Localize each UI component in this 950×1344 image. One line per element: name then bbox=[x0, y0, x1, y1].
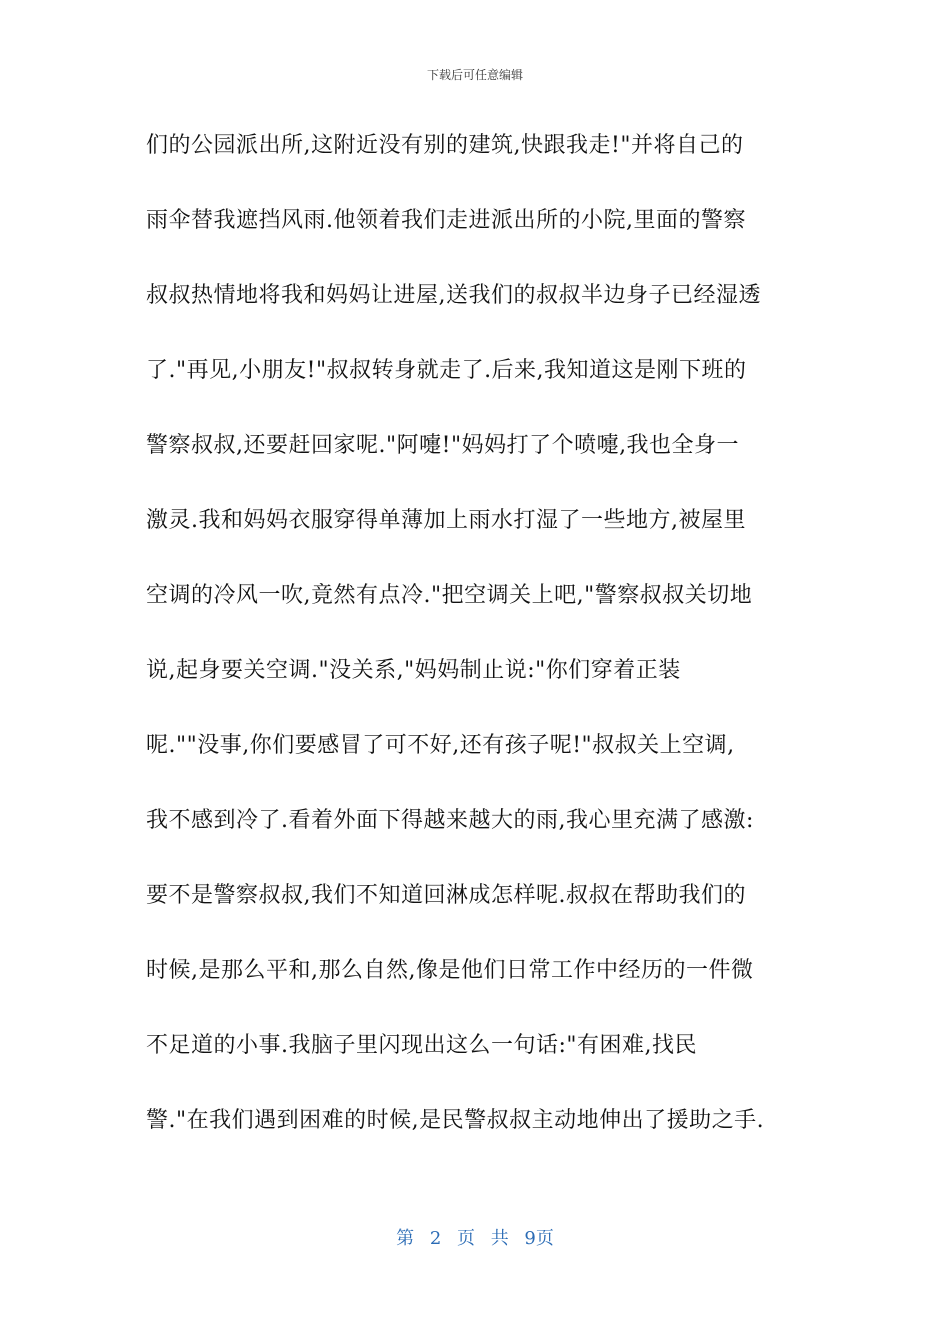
text-line-8: 说,起身要关空调."没关系,"妈妈制止说:"你们穿着正装 bbox=[146, 658, 681, 683]
text-line-4: 了."再见,小朋友!"叔叔转身就走了.后来,我知道这是刚下班的 bbox=[146, 358, 747, 383]
text-line-2: 雨伞替我遮挡风雨.他领着我们走进派出所的小院,里面的警察 bbox=[146, 208, 746, 233]
text-line-7: 空调的冷风一吹,竟然有点冷."把空调关上吧,"警察叔叔关切地 bbox=[146, 583, 753, 608]
text-line-1: 们的公园派出所,这附近没有别的建筑,快跟我走!"并将自己的 bbox=[146, 133, 744, 158]
text-line-3: 叔叔热情地将我和妈妈让进屋,送我们的叔叔半边身子已经湿透 bbox=[146, 283, 761, 308]
text-line-5: 警察叔叔,还要赶回家呢."阿嚏!"妈妈打了个喷嚏,我也全身一 bbox=[146, 433, 740, 458]
text-line-6: 激灵.我和妈妈衣服穿得单薄加上雨水打湿了一些地方,被屋里 bbox=[146, 508, 746, 533]
text-line-10: 我不感到冷了.看着外面下得越来越大的雨,我心里充满了感激: bbox=[146, 808, 754, 833]
text-line-11: 要不是警察叔叔,我们不知道回淋成怎样呢.叔叔在帮助我们的 bbox=[146, 883, 746, 908]
page-number: 第 2 页 共 9页 bbox=[396, 1228, 554, 1249]
page-header: 下载后可任意编辑 bbox=[426, 68, 523, 82]
text-line-14: 警."在我们遇到困难的时候,是民警叔叔主动地伸出了援助之手. bbox=[146, 1108, 765, 1133]
text-line-9: 呢.""没事,你们要感冒了可不好,还有孩子呢!"叔叔关上空调, bbox=[146, 733, 735, 758]
text-line-13: 不足道的小事.我脑子里闪现出这么一句话:"有困难,找民 bbox=[146, 1033, 698, 1058]
text-line-12: 时候,是那么平和,那么自然,像是他们日常工作中经历的一件微 bbox=[146, 958, 754, 983]
